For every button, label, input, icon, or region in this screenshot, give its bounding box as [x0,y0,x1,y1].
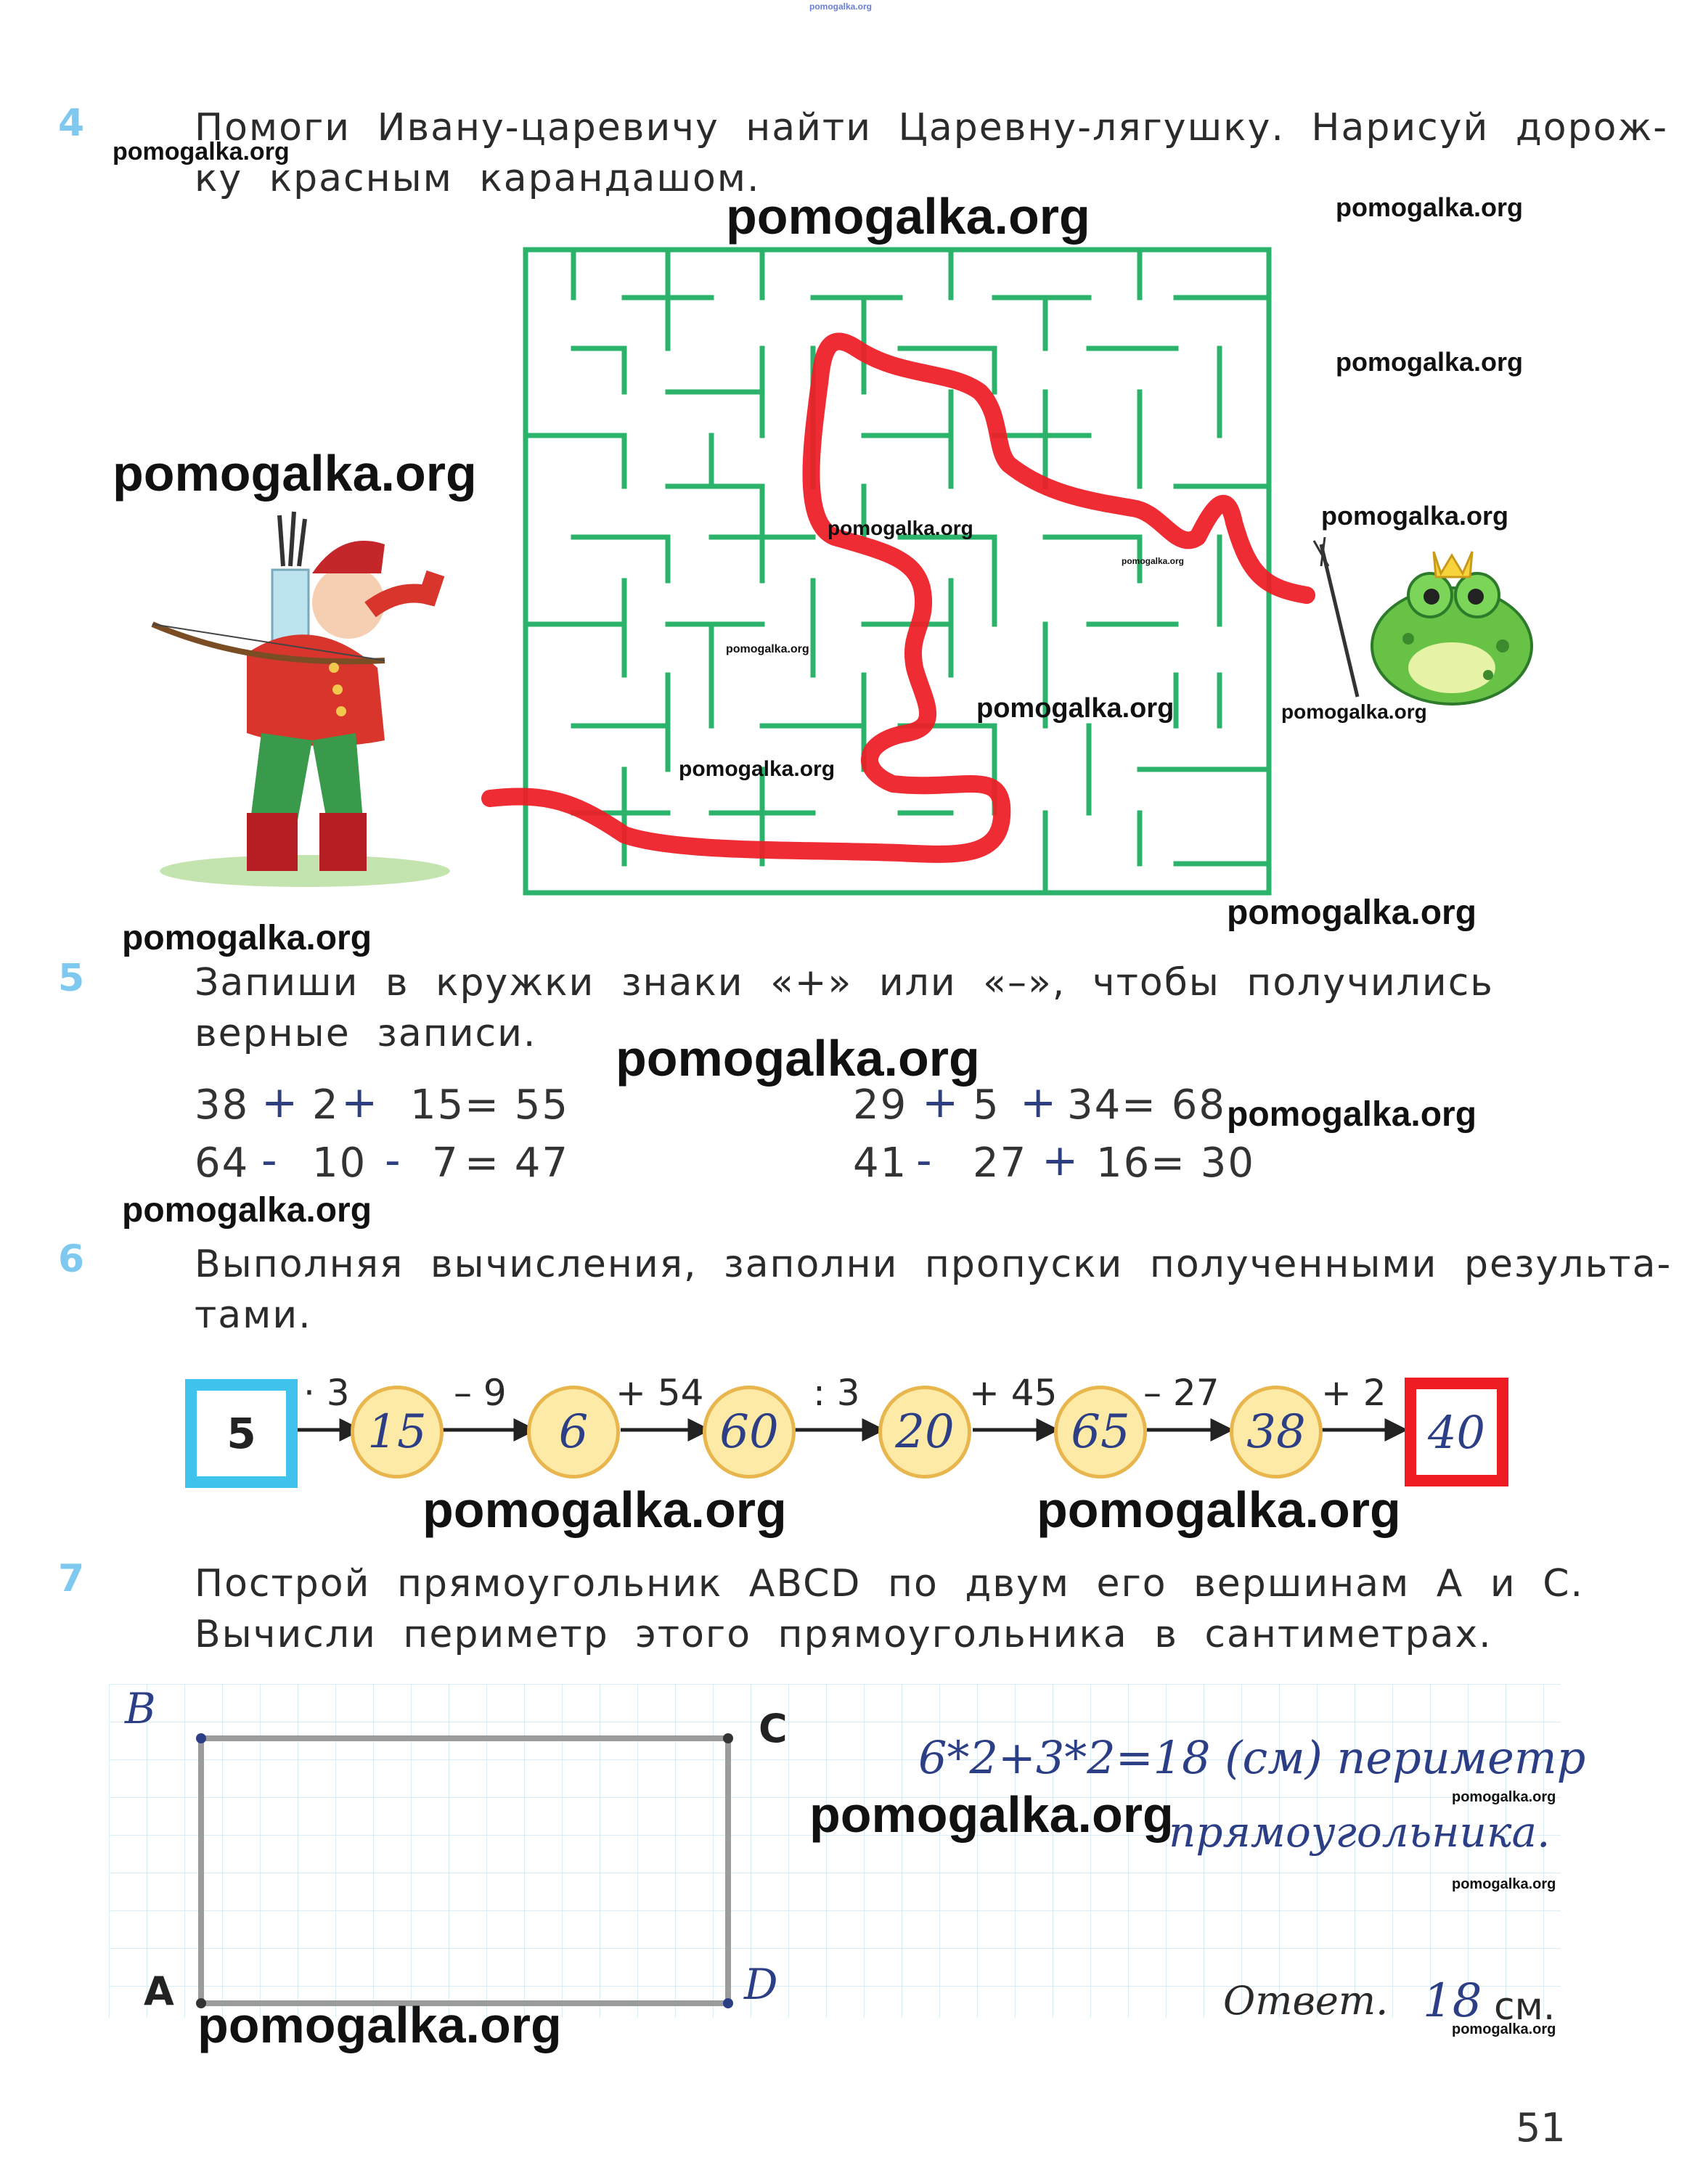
eq2-sign1[interactable]: - [261,1135,277,1186]
watermark: pomogalka.org [1122,556,1185,566]
chain-result-6[interactable]: 38 [1230,1386,1323,1479]
eq1-result: = 55 [465,1081,569,1129]
eq2-a: 64 [195,1140,250,1187]
eq3-result: = 68 [1122,1081,1226,1129]
task4-line2: ку красным карандашом. [195,157,761,200]
answer-value[interactable]: 18 [1423,1974,1482,2028]
task5-line1: Запиши в кружки знаки «+» или «–», чтобы получились [195,961,1494,1005]
eq4-result: = 30 [1151,1140,1255,1187]
vertex-d-label: D [744,1960,778,2009]
watermark: pomogalka.org [828,517,973,539]
chain-start-value: 5 [226,1409,256,1458]
watermark: pomogalka.org [1321,501,1509,531]
chain-op-2: – 9 [454,1372,507,1414]
watermark: pomogalka.org [976,693,1175,724]
eq3-a: 29 [853,1081,908,1129]
task-number-4: 4 [58,102,85,145]
chain-start-box [185,1379,298,1488]
task4-line1: Помоги Ивану-царевичу найти Царевну-лягушку. Нарисуй дорож- [195,106,1669,150]
eq4-sign2[interactable]: + [1042,1135,1079,1186]
watermark: pomogalka.org [122,1191,372,1230]
watermark: pomogalka.org [1227,893,1477,932]
chain-op-4: : 3 [813,1372,860,1414]
watermark: pomogalka.org [113,445,477,502]
chain-op-1: · 3 [303,1372,350,1414]
rectangle-abcd [189,1724,740,2018]
watermark: pomogalka.org [1336,192,1524,222]
task7-line1: Построй прямоугольник ABCD по двум его вершинам A и C. [195,1562,1585,1606]
watermark: pomogalka.org [1281,700,1427,723]
eq3-c: 34 [1067,1081,1122,1129]
eq3-sign1[interactable]: + [922,1077,959,1128]
vertex-a-label: A [144,1968,174,2014]
watermark: pomogalka.org [1452,1876,1556,1892]
task-number-7: 7 [58,1557,85,1600]
task7-line2: Вычисли периметр этого прямоугольника в сантиметрах. [195,1613,1492,1656]
eq4-sign1[interactable]: - [916,1135,932,1186]
eq2-c: 7 [432,1140,460,1187]
eq3-b: 5 [973,1081,1000,1129]
watermark: pomogalka.org [726,643,809,655]
eq2-b: 10 [312,1140,367,1187]
watermark: pomogalka.org [726,188,1090,245]
watermark: pomogalka.org [1336,347,1524,377]
watermark: pomogalka.org [113,138,290,165]
watermark: pomogalka.org [197,1997,562,2053]
chain-final-box[interactable] [1405,1378,1508,1486]
answer-label: Ответ. [1223,1978,1389,2024]
page-number: 51 [1516,2105,1566,2151]
chain-op-7: + 2 [1321,1372,1386,1414]
watermark-top: pomogalka.org [809,1,873,12]
chain-final-value: 40 [1428,1405,1485,1459]
ivan-tsarevich-illustration [138,501,479,893]
eq1-sign2[interactable]: + [341,1077,378,1128]
watermark: pomogalka.org [679,757,836,781]
solution-line1: 6*2+3*2=18 (см) периметр [918,1731,1586,1784]
watermark: pomogalka.org [1227,1095,1477,1134]
task6-line2: тами. [195,1293,312,1337]
chain-op-3: + 54 [616,1372,704,1414]
eq3-sign2[interactable]: + [1020,1077,1057,1128]
eq2-sign2[interactable]: - [385,1135,401,1186]
eq1-a: 38 [195,1081,250,1129]
frog-princess-illustration [1307,530,1553,719]
eq4-b: 27 [973,1140,1028,1187]
watermark: pomogalka.org [1452,2021,1556,2037]
vertex-c-label: C [759,1706,788,1751]
chain-result-3[interactable]: 60 [703,1386,796,1479]
watermark: pomogalka.org [1037,1481,1401,1538]
solution-line2: прямоугольника. [1169,1807,1551,1857]
watermark: pomogalka.org [809,1786,1174,1843]
chain-result-4[interactable]: 20 [878,1386,971,1479]
chain-result-2[interactable]: 6 [527,1386,620,1479]
eq2-result: = 47 [465,1140,569,1187]
task-number-6: 6 [58,1238,85,1281]
eq1-b: 2 [312,1081,340,1129]
watermark: pomogalka.org [122,919,372,957]
chain-op-5: + 45 [969,1372,1058,1414]
watermark: pomogalka.org [422,1481,787,1538]
eq1-sign1[interactable]: + [261,1077,298,1128]
answer-unit: см. [1494,1985,1556,2029]
eq4-c: 16 [1096,1140,1151,1187]
task-number-5: 5 [58,957,85,1000]
vertex-b-label: B [125,1684,156,1733]
eq1-c: 15 [410,1081,465,1129]
chain-op-6: – 27 [1143,1372,1220,1414]
task5-line2: верные записи. [195,1012,537,1055]
watermark: pomogalka.org [616,1030,980,1087]
chain-result-5[interactable]: 65 [1054,1386,1147,1479]
task6-line1: Выполняя вычисления, заполни пропуски полученными результа- [195,1243,1672,1286]
eq4-a: 41 [853,1140,908,1187]
chain-result-1[interactable]: 15 [351,1386,444,1479]
watermark: pomogalka.org [1452,1789,1556,1805]
